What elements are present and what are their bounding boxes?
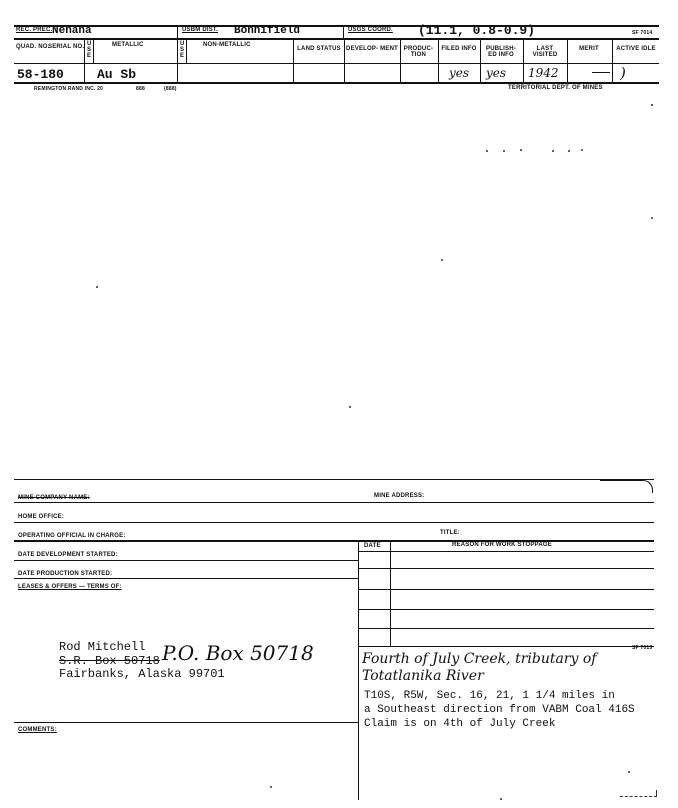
col-divider-dev (344, 38, 345, 82)
mine-address-label: MINE ADDRESS: (374, 493, 425, 499)
columns-bottom-rule (14, 63, 659, 64)
rule-comments (14, 722, 358, 723)
form-code-top: SF 7014 (632, 30, 653, 36)
col-divider-land (293, 38, 294, 82)
owner-city: Fairbanks, Alaska 99701 (59, 667, 225, 681)
col-serial-no: SERIAL NO. (48, 44, 85, 50)
rule-home-office (14, 522, 654, 523)
col-metallic: METALLIC (112, 42, 144, 48)
home-office-label: HOME OFFICE: (18, 514, 65, 520)
header-divider-1 (177, 25, 178, 38)
date-col-label: DATE (364, 543, 381, 549)
header-top-rule (14, 25, 659, 27)
print-code-2: (888) (164, 86, 177, 92)
col-divider-use2 (186, 38, 187, 63)
date-development-label: DATE DEVELOPMENT STARTED: (18, 552, 118, 558)
printer-imprint: REMINGTON RAND INC. 20 (34, 86, 104, 92)
record-filed-info: yes (449, 66, 470, 80)
col-nonmetallic: NON-METALLIC (203, 42, 251, 48)
record-merit-dash (592, 72, 610, 73)
title-label: TITLE: (440, 530, 460, 536)
department-label: TERRITORIAL DEPT. OF MINES (508, 85, 603, 91)
print-code-1: 888 (136, 86, 145, 92)
table-row-4 (358, 628, 654, 629)
record-last-visited: 1942 (528, 66, 559, 80)
col-filed-info: FILED INFO (441, 46, 477, 52)
record-metallic: Au Sb (97, 67, 137, 82)
table-row-1 (358, 568, 654, 569)
location-hand-line-2: Totatlanika River (362, 668, 484, 684)
speck (349, 406, 351, 408)
table-row-2 (358, 589, 654, 590)
speck (552, 150, 554, 152)
col-use-nonmetallic: U S E (180, 41, 185, 59)
location-typed-line-3: Claim is on 4th of July Creek (364, 718, 556, 730)
lower-top-rule (14, 479, 654, 480)
record-published-info: yes (486, 66, 507, 80)
col-use-metallic: U S E (87, 41, 92, 59)
rule-company (14, 502, 654, 503)
col-divider-published (480, 38, 481, 82)
col-published-info: PUBLISH- ED INFO (486, 46, 516, 58)
header-bottom-rule (14, 38, 659, 40)
speck (96, 286, 98, 288)
table-row-5 (358, 646, 654, 647)
col-active-idle: ACTIVE IDLE (616, 46, 656, 52)
location-typed-line-1: T10S, R5W, Sec. 16, 21, 1 1/4 miles in (364, 690, 615, 702)
col-production: PRODUC- TION (403, 46, 434, 58)
location-typed-line-2: a Southeast direction from VABM Coal 416S (364, 704, 635, 716)
rule-date-prod (14, 578, 358, 579)
date-production-label: DATE PRODUCTION STARTED: (18, 571, 113, 577)
record-quad-serial: 58-180 (17, 67, 64, 82)
record-active-idle: ) (620, 64, 626, 82)
operating-official-label: OPERATING OFFICIAL IN CHARGE: (18, 533, 126, 539)
rec-prec-value: Nenana (52, 25, 92, 37)
speck (500, 798, 502, 800)
col-development: DEVELOP- MENT (346, 46, 398, 52)
corner-mark (620, 790, 657, 797)
speck (441, 259, 443, 261)
col-divider-active (612, 38, 613, 82)
speck (270, 786, 272, 788)
owner-handwritten-box: P.O. Box 50718 (162, 641, 314, 665)
rule-operating (14, 540, 654, 542)
record-bottom-rule (14, 82, 659, 84)
usgs-coord-label: USGS COORD. (348, 27, 393, 33)
location-hand-line-1: Fourth of July Creek, tributary of (362, 651, 597, 667)
usbm-dist-label: USBM DIST. (182, 27, 219, 33)
reason-col-label: REASON FOR WORK STOPPAGE (452, 542, 552, 548)
col-land-status: LAND STATUS (297, 46, 341, 52)
rule-date-dev (14, 560, 358, 561)
rec-prec-label: REC. PREC. (16, 27, 53, 33)
speck (568, 150, 570, 152)
mine-company-name-label: MINE COMPANY NAME: (18, 495, 90, 501)
col-last-visited: LAST VISITED (532, 46, 558, 58)
form-code-bottom: SF 7015 (632, 645, 653, 651)
speck (651, 217, 653, 219)
usbm-dist-value: Bonnifield (234, 25, 301, 37)
speck (581, 149, 583, 151)
table-left-border-lower (358, 752, 359, 800)
speck (520, 149, 522, 151)
owner-struck-box: S.R. Box 50718 (59, 654, 160, 668)
leases-offers-label: LEASES & OFFERS — TERMS OF: (18, 584, 122, 590)
speck (651, 104, 653, 106)
comments-label: COMMENTS: (18, 727, 57, 733)
col-merit: MERIT (579, 46, 599, 52)
col-divider-last (523, 38, 524, 82)
col-divider-serial (84, 38, 85, 82)
speck (628, 771, 630, 773)
col-divider-merit (567, 38, 568, 82)
speck (503, 150, 505, 152)
col-divider-nonmetallic (177, 38, 178, 82)
table-header-rule (358, 551, 654, 552)
owner-name: Rod Mitchell (59, 640, 146, 654)
col-quad-no: QUAD. NO. (16, 44, 50, 50)
speck (486, 150, 488, 152)
table-row-3 (358, 609, 654, 610)
col-divider-use1 (93, 38, 94, 63)
usgs-coord-value: (11.1, 0.8-0.9) (418, 23, 536, 38)
col-divider-filed (438, 38, 439, 82)
col-divider-prod (400, 38, 401, 82)
corner-curl (600, 480, 653, 493)
header-divider-2 (343, 25, 344, 38)
date-column-divider (390, 540, 391, 646)
